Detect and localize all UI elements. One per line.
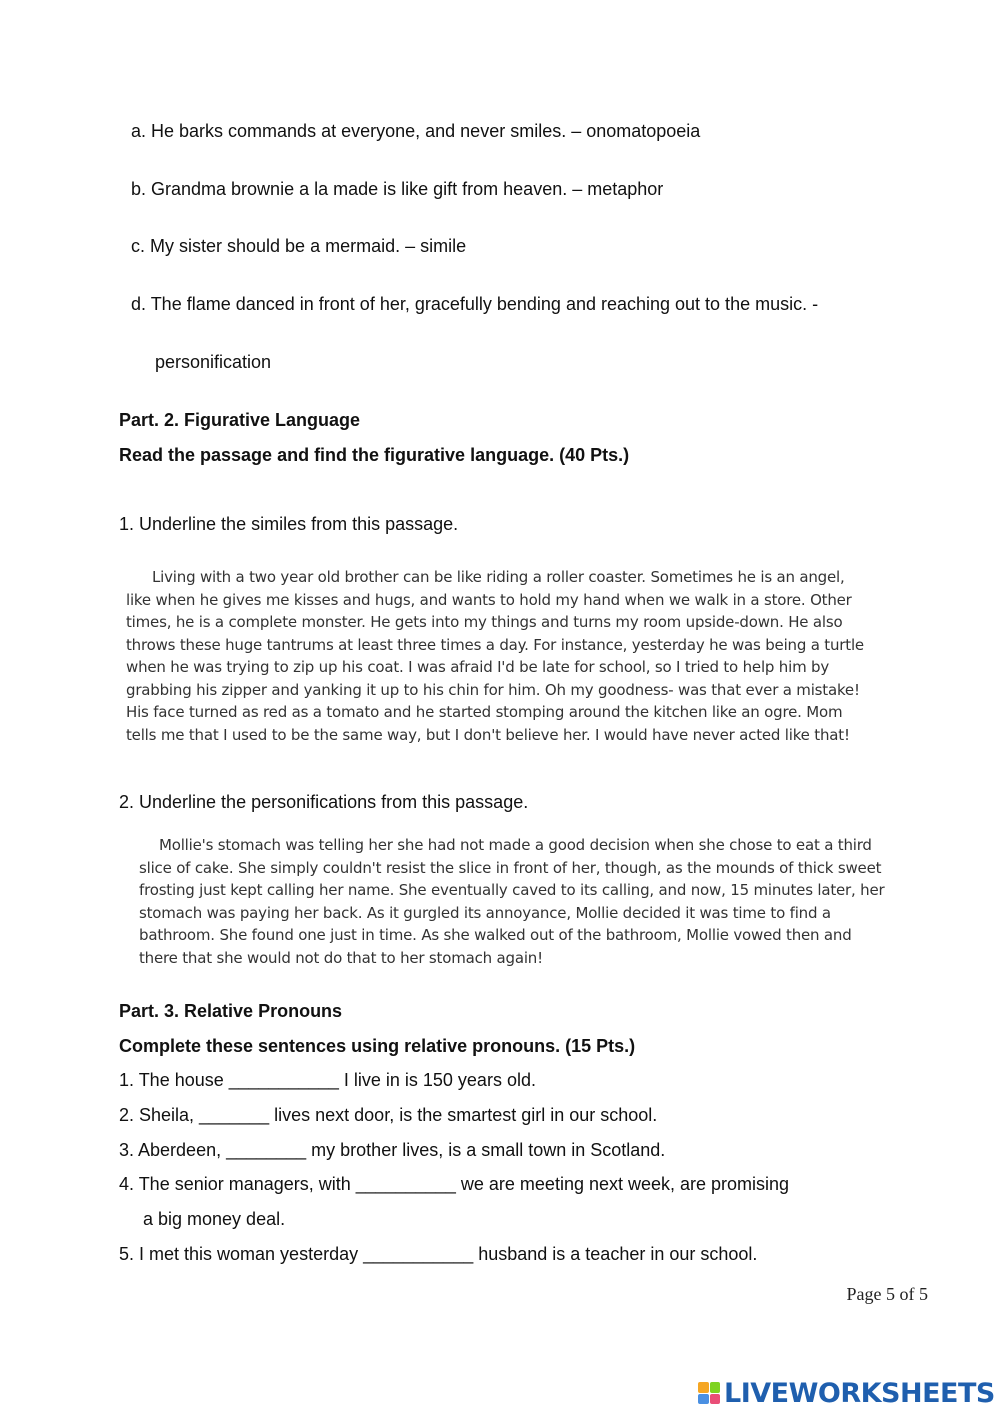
passage-line: Mollie's stomach was telling her she had not made a good decision when she chose to eat a third: [159, 836, 872, 854]
passage-line: grabbing his zipper and yanking it up to his chin for him. Oh my goodness- was that ever a mistake!: [126, 680, 860, 699]
brand-name: LIVEWORKSHEETS: [724, 1377, 995, 1409]
part3-sentence-4-continued: a big money deal.: [143, 1209, 286, 1229]
part2-question-1: 1. Underline the similes from this passage.: [119, 514, 459, 534]
part2-instruction: Read the passage and find the figurative language. (40 Pts.): [119, 445, 630, 465]
part3-instruction: Complete these sentences using relative pronouns. (15 Pts.): [119, 1036, 636, 1056]
passage-line: frosting just kept calling her name. She eventually caved to its calling, and now, 15 minutes later, her: [139, 881, 885, 899]
passage-line: there that she would not do that to her stomach again!: [139, 948, 543, 967]
passage-line: His face turned as red as a tomato and he started stomping around the kitchen like an ogre. Mom: [126, 703, 843, 721]
passage-line: when he was trying to zip up his coat. I was afraid I'd be late for school, so I tried to help him by: [126, 658, 830, 676]
passage-similes: [126, 566, 864, 746]
part1-answer-a: a. He barks commands at everyone, and never smiles. – onomatopoeia: [131, 121, 701, 141]
part1-answer-d-continued: personification: [155, 352, 272, 372]
liveworksheets-logo-icon: [698, 1382, 720, 1404]
passage-line: throws these huge tantrums at least three times a day. For instance, yesterday he was being a turtle: [126, 635, 864, 654]
passage-line: like when he gives me kisses and hugs, and wants to hold my hand when we walk in a store. Other: [126, 590, 852, 609]
part2-question-2: 2. Underline the personifications from this passage.: [119, 792, 529, 812]
part3-heading: Part. 3. Relative Pronouns: [119, 1001, 343, 1021]
part1-answer-d: d. The flame danced in front of her, gracefully bending and reaching out to the music. -: [131, 294, 819, 314]
part3-sentence-1: 1. The house ___________ I live in is 150 years old.: [119, 1070, 536, 1090]
part3-sentence-4: 4. The senior managers, with __________ we are meeting next week, are promising: [119, 1174, 790, 1194]
part1-answer-c: c. My sister should be a mermaid. – simile: [131, 236, 467, 256]
passage-line: slice of cake. She simply couldn't resist the slice in front of her, though, as the mounds of thick sweet: [139, 858, 882, 877]
passage-line: bathroom. She found one just in time. As she walked out of the bathroom, Mollie vowed then and: [139, 926, 852, 944]
passage-line: Living with a two year old brother can be like riding a roller coaster. Sometimes he is an angel,: [152, 568, 845, 586]
part3-sentence-5: 5. I met this woman yesterday ___________ husband is a teacher in our school.: [119, 1244, 758, 1264]
passage-line: stomach was paying her back. As it gurgled its annoyance, Mollie decided it was time to find a: [139, 903, 831, 922]
part2-heading: Part. 2. Figurative Language: [119, 410, 361, 430]
liveworksheets-brand: [698, 1378, 995, 1408]
part3-sentence-2: 2. Sheila, _______ lives next door, is the smartest girl in our school.: [119, 1105, 658, 1125]
part1-answer-b: b. Grandma brownie a la made is like gift from heaven. – metaphor: [131, 179, 664, 199]
part3-sentence-3: 3. Aberdeen, ________ my brother lives, is a small town in Scotland.: [119, 1140, 666, 1160]
passage-line: tells me that I used to be the same way, but I don't believe her. I would have never acted like that!: [126, 725, 850, 744]
page-number: Page 5 of 5: [846, 1284, 928, 1304]
passage-line: times, he is a complete monster. He gets into my things and turns my room upside-down. He also: [126, 613, 843, 631]
passage-personifications: [139, 834, 884, 969]
